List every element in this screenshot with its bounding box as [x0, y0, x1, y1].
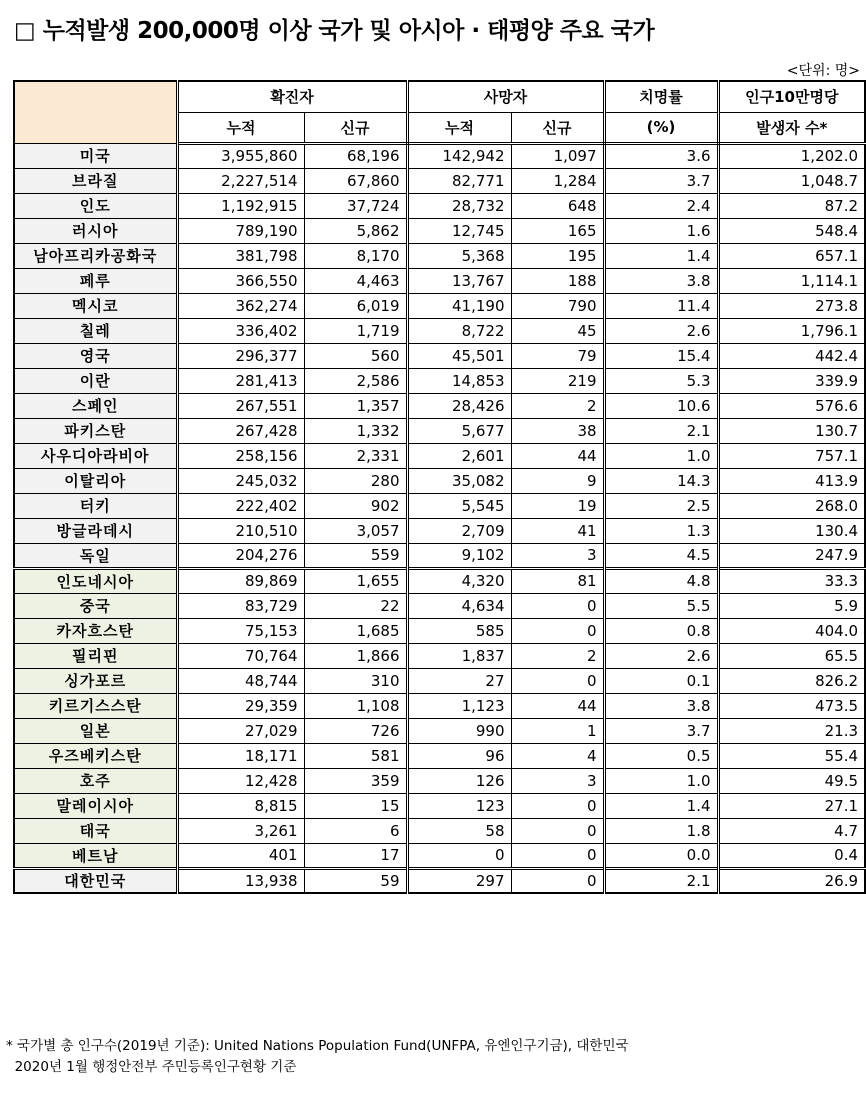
table-row	[14, 318, 865, 343]
cell-rate: 1.0	[604, 443, 718, 468]
cell-c-cum: 281,413	[177, 368, 304, 393]
cell-c-new: 22	[304, 593, 407, 618]
cell-d-cum: 2,709	[407, 518, 511, 543]
cell-d-cum: 1,123	[407, 693, 511, 718]
table-row	[14, 143, 865, 168]
table-row	[14, 418, 865, 443]
cell-d-new: 3	[511, 543, 604, 568]
cell-per: 576.6	[718, 393, 865, 418]
cell-per: 657.1	[718, 243, 865, 268]
cell-c-new: 1,655	[304, 568, 407, 593]
footnote	[6, 1036, 629, 1078]
header-confirmed-cumulative: 누적	[177, 112, 304, 143]
cell-c-new: 1,108	[304, 693, 407, 718]
cell-d-cum: 13,767	[407, 268, 511, 293]
cell-d-new: 2	[511, 643, 604, 668]
cell-c-new: 68,196	[304, 143, 407, 168]
cell-d-cum: 0	[407, 843, 511, 868]
cell-rate: 4.5	[604, 543, 718, 568]
cell-per: 473.5	[718, 693, 865, 718]
table-row	[14, 793, 865, 818]
header-per100k-line2: 발생자 수*	[718, 112, 865, 143]
header-deaths-new: 신규	[511, 112, 604, 143]
cell-c-cum: 75,153	[177, 618, 304, 643]
table-row	[14, 868, 865, 893]
header-confirmed-new: 신규	[304, 112, 407, 143]
cell-rate: 11.4	[604, 293, 718, 318]
cell-per: 27.1	[718, 793, 865, 818]
footnote-line-1: * 국가별 총 인구수(2019년 기준): United Nations Population Fund(UNFPA, 유엔인구기금), 대한민국	[6, 1038, 629, 1054]
cell-rate: 3.8	[604, 693, 718, 718]
table-row	[14, 668, 865, 693]
cell-rate: 0.5	[604, 743, 718, 768]
cell-d-new: 648	[511, 193, 604, 218]
table-row	[14, 368, 865, 393]
cell-c-cum: 3,955,860	[177, 143, 304, 168]
cell-d-new: 0	[511, 593, 604, 618]
country-name: 카자흐스탄	[14, 618, 177, 643]
table-row	[14, 518, 865, 543]
cell-rate: 0.1	[604, 668, 718, 693]
header-confirmed: 확진자	[177, 81, 407, 112]
cell-c-new: 581	[304, 743, 407, 768]
header-deaths-cumulative: 누적	[407, 112, 511, 143]
cell-per: 826.2	[718, 668, 865, 693]
header-deaths: 사망자	[407, 81, 604, 112]
cell-d-new: 790	[511, 293, 604, 318]
cell-rate: 0.0	[604, 843, 718, 868]
country-name: 독일	[14, 543, 177, 568]
cell-c-cum: 210,510	[177, 518, 304, 543]
cell-d-cum: 35,082	[407, 468, 511, 493]
cell-c-new: 59	[304, 868, 407, 893]
cell-d-new: 81	[511, 568, 604, 593]
cell-rate: 4.8	[604, 568, 718, 593]
country-name: 미국	[14, 143, 177, 168]
country-name: 멕시코	[14, 293, 177, 318]
cell-c-new: 359	[304, 768, 407, 793]
cell-d-new: 0	[511, 668, 604, 693]
table-row	[14, 693, 865, 718]
table-row	[14, 618, 865, 643]
cell-rate: 1.0	[604, 768, 718, 793]
cell-c-new: 1,866	[304, 643, 407, 668]
country-name: 칠레	[14, 318, 177, 343]
cell-per: 5.9	[718, 593, 865, 618]
cell-rate: 3.8	[604, 268, 718, 293]
cell-c-new: 15	[304, 793, 407, 818]
cell-d-new: 4	[511, 743, 604, 768]
cell-c-new: 560	[304, 343, 407, 368]
country-name: 스페인	[14, 393, 177, 418]
cell-rate: 0.8	[604, 618, 718, 643]
cell-per: 247.9	[718, 543, 865, 568]
cell-per: 339.9	[718, 368, 865, 393]
cell-c-new: 902	[304, 493, 407, 518]
cell-d-new: 0	[511, 793, 604, 818]
cell-d-new: 165	[511, 218, 604, 243]
cell-c-cum: 13,938	[177, 868, 304, 893]
cell-d-new: 19	[511, 493, 604, 518]
header-per100k-line1: 인구10만명당	[718, 81, 865, 112]
country-name: 러시아	[14, 218, 177, 243]
cell-per: 442.4	[718, 343, 865, 368]
cell-d-cum: 4,634	[407, 593, 511, 618]
cell-per: 65.5	[718, 643, 865, 668]
cell-per: 55.4	[718, 743, 865, 768]
cell-d-cum: 5,368	[407, 243, 511, 268]
cell-c-new: 1,685	[304, 618, 407, 643]
cell-d-new: 3	[511, 768, 604, 793]
cell-d-cum: 5,677	[407, 418, 511, 443]
table-row	[14, 593, 865, 618]
cell-per: 1,048.7	[718, 168, 865, 193]
cell-d-cum: 1,837	[407, 643, 511, 668]
table-row	[14, 293, 865, 318]
cell-rate: 1.4	[604, 243, 718, 268]
cell-per: 1,114.1	[718, 268, 865, 293]
cell-d-new: 0	[511, 843, 604, 868]
table-row	[14, 218, 865, 243]
table-row	[14, 843, 865, 868]
table-row	[14, 243, 865, 268]
cell-c-cum: 258,156	[177, 443, 304, 468]
cell-d-new: 195	[511, 243, 604, 268]
cell-d-new: 1,097	[511, 143, 604, 168]
cell-d-new: 0	[511, 618, 604, 643]
cell-c-cum: 70,764	[177, 643, 304, 668]
cell-rate: 2.1	[604, 418, 718, 443]
cell-rate: 3.7	[604, 168, 718, 193]
cell-c-cum: 401	[177, 843, 304, 868]
table-row	[14, 568, 865, 593]
cell-c-new: 2,586	[304, 368, 407, 393]
cell-c-cum: 267,551	[177, 393, 304, 418]
cell-rate: 1.4	[604, 793, 718, 818]
cell-d-cum: 28,732	[407, 193, 511, 218]
cell-d-cum: 990	[407, 718, 511, 743]
cell-per: 49.5	[718, 768, 865, 793]
cell-c-cum: 789,190	[177, 218, 304, 243]
cell-c-new: 6,019	[304, 293, 407, 318]
cell-rate: 5.5	[604, 593, 718, 618]
cell-c-cum: 366,550	[177, 268, 304, 293]
cell-c-new: 37,724	[304, 193, 407, 218]
cell-c-cum: 2,227,514	[177, 168, 304, 193]
cell-per: 548.4	[718, 218, 865, 243]
cell-c-new: 17	[304, 843, 407, 868]
cell-rate: 2.5	[604, 493, 718, 518]
table-row	[14, 818, 865, 843]
country-name: 브라질	[14, 168, 177, 193]
country-name: 호주	[14, 768, 177, 793]
cell-d-cum: 142,942	[407, 143, 511, 168]
table-row	[14, 468, 865, 493]
cell-rate: 2.6	[604, 318, 718, 343]
cell-per: 87.2	[718, 193, 865, 218]
cell-d-new: 44	[511, 443, 604, 468]
cell-per: 268.0	[718, 493, 865, 518]
cell-per: 273.8	[718, 293, 865, 318]
cell-d-new: 45	[511, 318, 604, 343]
cell-d-cum: 5,545	[407, 493, 511, 518]
cell-d-cum: 297	[407, 868, 511, 893]
header-corner	[14, 81, 177, 143]
country-name: 싱가포르	[14, 668, 177, 693]
cell-c-cum: 8,815	[177, 793, 304, 818]
cell-c-new: 6	[304, 818, 407, 843]
cell-c-new: 559	[304, 543, 407, 568]
cell-d-new: 0	[511, 818, 604, 843]
cell-c-new: 8,170	[304, 243, 407, 268]
cell-c-cum: 3,261	[177, 818, 304, 843]
cell-d-cum: 12,745	[407, 218, 511, 243]
country-name: 태국	[14, 818, 177, 843]
page-title: □ 누적발생 200,000명 이상 국가 및 아시아 · 태평양 주요 국가	[14, 18, 655, 44]
cell-d-cum: 2,601	[407, 443, 511, 468]
unit-label: <단위: 명>	[786, 63, 860, 79]
cell-per: 1,796.1	[718, 318, 865, 343]
table-row	[14, 768, 865, 793]
cell-c-cum: 89,869	[177, 568, 304, 593]
cell-c-new: 726	[304, 718, 407, 743]
cell-c-cum: 204,276	[177, 543, 304, 568]
cell-rate: 10.6	[604, 393, 718, 418]
cell-c-cum: 245,032	[177, 468, 304, 493]
cell-rate: 5.3	[604, 368, 718, 393]
cell-c-cum: 1,192,915	[177, 193, 304, 218]
cell-d-new: 38	[511, 418, 604, 443]
country-name: 이란	[14, 368, 177, 393]
cell-d-cum: 4,320	[407, 568, 511, 593]
table-row	[14, 743, 865, 768]
cell-c-cum: 83,729	[177, 593, 304, 618]
country-name: 대한민국	[14, 868, 177, 893]
table-row	[14, 643, 865, 668]
cell-c-cum: 336,402	[177, 318, 304, 343]
cell-d-new: 79	[511, 343, 604, 368]
cell-c-cum: 29,359	[177, 693, 304, 718]
cell-per: 21.3	[718, 718, 865, 743]
country-name: 인도네시아	[14, 568, 177, 593]
cell-c-new: 280	[304, 468, 407, 493]
cell-d-new: 41	[511, 518, 604, 543]
cell-d-cum: 585	[407, 618, 511, 643]
country-name: 이탈리아	[14, 468, 177, 493]
cell-d-new: 44	[511, 693, 604, 718]
cell-rate: 1.6	[604, 218, 718, 243]
cell-per: 413.9	[718, 468, 865, 493]
cell-d-new: 9	[511, 468, 604, 493]
cell-c-cum: 12,428	[177, 768, 304, 793]
cell-d-cum: 126	[407, 768, 511, 793]
cell-per: 33.3	[718, 568, 865, 593]
table-row	[14, 543, 865, 568]
cell-c-new: 4,463	[304, 268, 407, 293]
cell-d-cum: 9,102	[407, 543, 511, 568]
header-fatality: 치명률	[604, 81, 718, 112]
table-row	[14, 268, 865, 293]
cell-d-cum: 14,853	[407, 368, 511, 393]
table-row	[14, 168, 865, 193]
table-body	[14, 143, 865, 893]
cell-c-cum: 222,402	[177, 493, 304, 518]
cell-c-new: 5,862	[304, 218, 407, 243]
cell-c-new: 310	[304, 668, 407, 693]
cell-d-cum: 28,426	[407, 393, 511, 418]
cell-d-new: 188	[511, 268, 604, 293]
country-name: 말레이시아	[14, 793, 177, 818]
country-name: 베트남	[14, 843, 177, 868]
cell-rate: 1.3	[604, 518, 718, 543]
footnote-line-2: 2020년 1월 행정안전부 주민등록인구현황 기준	[6, 1059, 297, 1075]
header-row-1	[14, 81, 865, 112]
cell-c-new: 1,332	[304, 418, 407, 443]
cell-c-new: 1,719	[304, 318, 407, 343]
cell-c-cum: 296,377	[177, 343, 304, 368]
cell-d-cum: 27	[407, 668, 511, 693]
cell-c-cum: 48,744	[177, 668, 304, 693]
cell-d-cum: 82,771	[407, 168, 511, 193]
cell-c-cum: 18,171	[177, 743, 304, 768]
header-fatality-unit: (%)	[604, 112, 718, 143]
cell-d-cum: 45,501	[407, 343, 511, 368]
country-name: 영국	[14, 343, 177, 368]
country-name: 일본	[14, 718, 177, 743]
cell-rate: 2.6	[604, 643, 718, 668]
country-name: 터키	[14, 493, 177, 518]
cell-c-new: 3,057	[304, 518, 407, 543]
cell-d-cum: 123	[407, 793, 511, 818]
cell-rate: 2.4	[604, 193, 718, 218]
table-row	[14, 343, 865, 368]
cell-rate: 15.4	[604, 343, 718, 368]
table-row	[14, 193, 865, 218]
cell-d-new: 2	[511, 393, 604, 418]
cell-d-new: 1	[511, 718, 604, 743]
table-row	[14, 493, 865, 518]
cell-c-new: 67,860	[304, 168, 407, 193]
cell-per: 757.1	[718, 443, 865, 468]
country-name: 인도	[14, 193, 177, 218]
country-name: 우즈베키스탄	[14, 743, 177, 768]
cell-c-new: 2,331	[304, 443, 407, 468]
country-name: 파키스탄	[14, 418, 177, 443]
table-row	[14, 393, 865, 418]
cell-per: 404.0	[718, 618, 865, 643]
country-name: 중국	[14, 593, 177, 618]
cell-d-cum: 8,722	[407, 318, 511, 343]
cell-rate: 3.7	[604, 718, 718, 743]
cell-d-cum: 58	[407, 818, 511, 843]
country-name: 필리핀	[14, 643, 177, 668]
country-name: 페루	[14, 268, 177, 293]
cell-per: 26.9	[718, 868, 865, 893]
cell-c-cum: 362,274	[177, 293, 304, 318]
cell-d-cum: 96	[407, 743, 511, 768]
country-name: 남아프리카공화국	[14, 243, 177, 268]
cell-rate: 3.6	[604, 143, 718, 168]
table-row	[14, 718, 865, 743]
cell-per: 130.7	[718, 418, 865, 443]
cell-c-cum: 381,798	[177, 243, 304, 268]
cell-rate: 14.3	[604, 468, 718, 493]
cell-c-cum: 27,029	[177, 718, 304, 743]
cell-rate: 2.1	[604, 868, 718, 893]
cell-per: 130.4	[718, 518, 865, 543]
cell-d-new: 1,284	[511, 168, 604, 193]
cell-c-cum: 267,428	[177, 418, 304, 443]
cell-per: 1,202.0	[718, 143, 865, 168]
country-name: 사우디아라비아	[14, 443, 177, 468]
table-row	[14, 443, 865, 468]
covid-country-table	[13, 80, 866, 894]
cell-d-new: 219	[511, 368, 604, 393]
cell-rate: 1.8	[604, 818, 718, 843]
cell-d-cum: 41,190	[407, 293, 511, 318]
cell-per: 4.7	[718, 818, 865, 843]
country-name: 키르기스스탄	[14, 693, 177, 718]
cell-d-new: 0	[511, 868, 604, 893]
cell-c-new: 1,357	[304, 393, 407, 418]
country-name: 방글라데시	[14, 518, 177, 543]
cell-per: 0.4	[718, 843, 865, 868]
